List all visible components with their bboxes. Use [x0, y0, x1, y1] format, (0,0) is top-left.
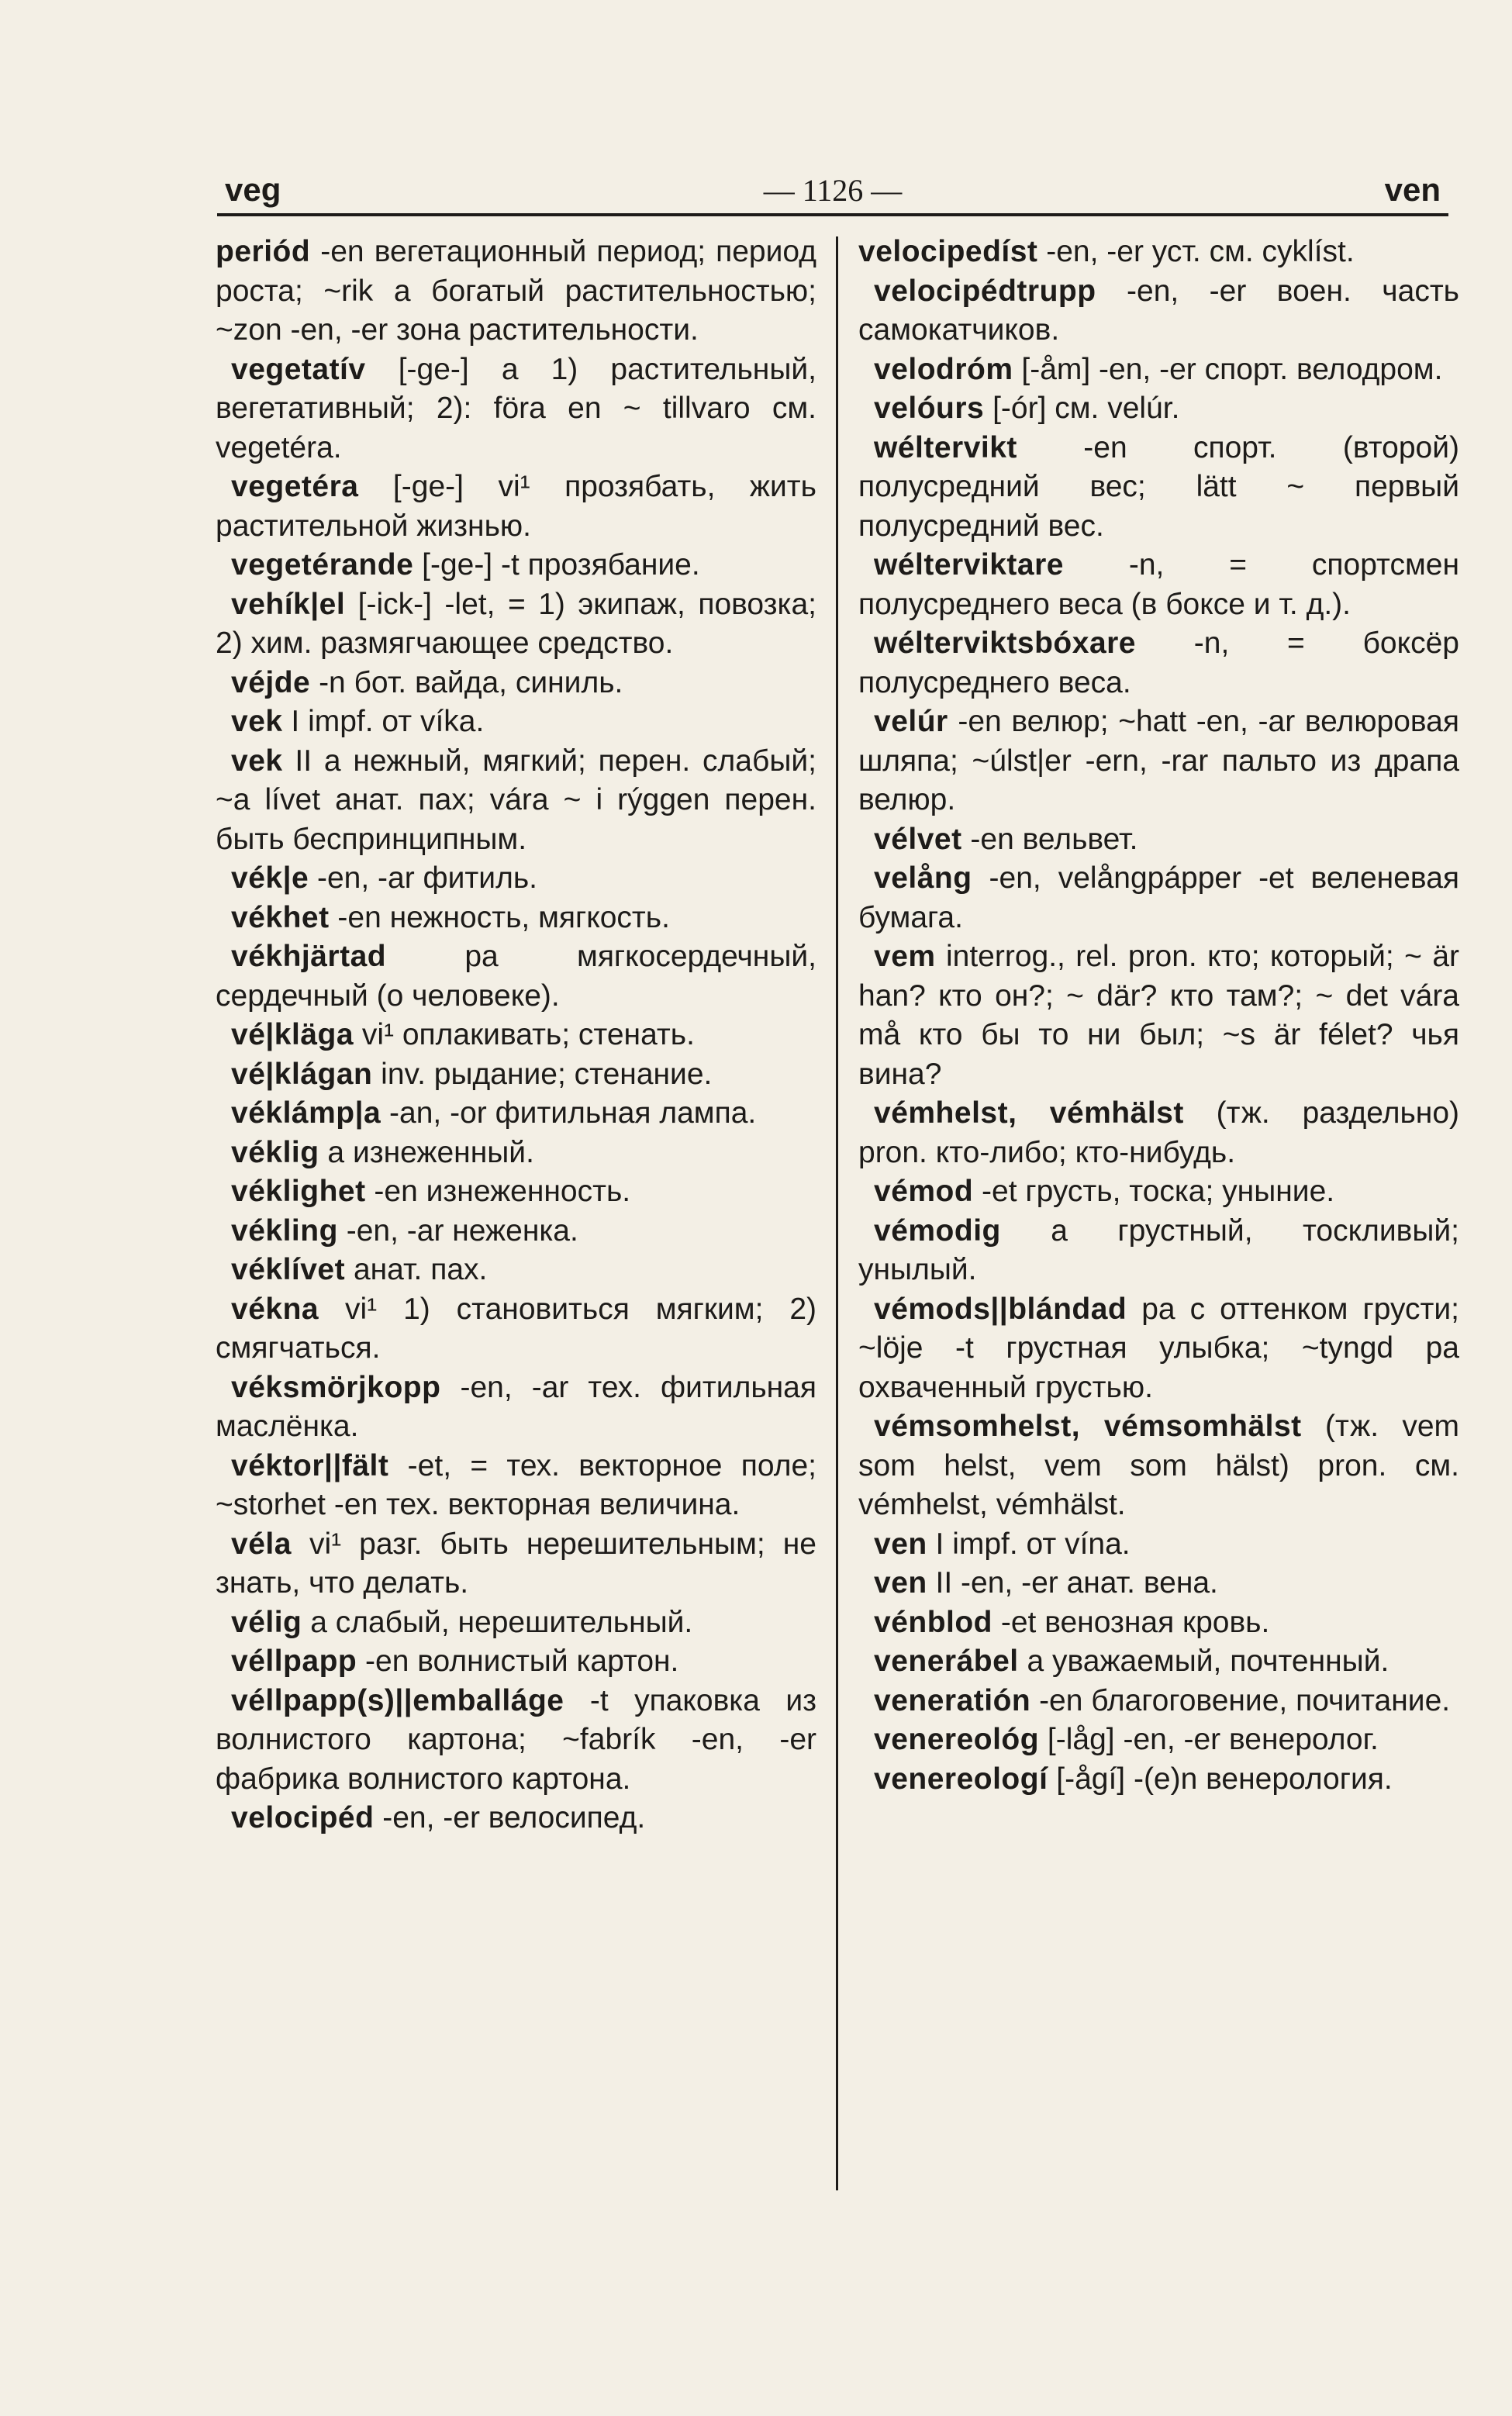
entry-headword: véklig	[231, 1135, 319, 1169]
entry-definition: [-ór] см. velúr.	[984, 392, 1180, 425]
entry-definition: -an, -or фитильная лампа.	[381, 1096, 757, 1130]
entry-headword: véllpapp(s)||emballáge	[231, 1683, 564, 1717]
entry-definition: -en, -er воен. часть самокатчиков.	[858, 274, 1459, 347]
entry-definition: a слабый, нерешительный.	[302, 1605, 693, 1639]
entry-definition: vi¹ разг. быть нерешительным; не знать, что делать.	[216, 1527, 816, 1600]
dictionary-entry	[216, 1134, 816, 1173]
dictionary-entry	[858, 1212, 1459, 1290]
entry-definition: -et грусть, тоска; уныние.	[973, 1175, 1335, 1208]
entry-headword: vémsomhelst, vémsomhälst	[874, 1410, 1302, 1443]
entry-headword: véklighet	[231, 1175, 366, 1208]
dictionary-entry	[216, 1799, 816, 1838]
entry-headword: vé|kläga	[231, 1018, 354, 1051]
dictionary-entry	[216, 1290, 816, 1368]
entry-headword: vénblod	[874, 1605, 993, 1639]
dictionary-entry	[216, 546, 816, 585]
dictionary-entry	[216, 1603, 816, 1643]
entry-definition: vi¹ 1) становиться мягким; 2) смягчаться.	[216, 1292, 816, 1365]
entry-headword: vélvet	[874, 822, 962, 856]
dictionary-entry	[858, 389, 1459, 429]
entry-headword: vem	[874, 940, 936, 973]
dictionary-entry	[216, 1525, 816, 1603]
entry-definition: -n, = спортсмен полусреднего веса (в боксе и т. д.).	[858, 548, 1459, 621]
entry-definition: a уважаемый, почтенный.	[1018, 1645, 1389, 1678]
entry-headword: véklámp|a	[231, 1096, 381, 1130]
entry-headword: ven	[874, 1566, 927, 1600]
entry-definition: a грустный, тоскливый; унылый.	[858, 1213, 1459, 1286]
entry-definition: pa мягкосердечный, сердечный (о человеке).	[216, 940, 816, 1013]
entry-definition: -en вегетационный период; период роста; ~rik a богатый растительностью; ~zon -en, -er зона растительности.	[216, 235, 816, 347]
entry-headword: velodróm	[874, 352, 1013, 386]
entry-definition: II a нежный, мягкий; перен. слабый; ~a lívet анат. пах; vára ~ i rýggen перен. быть беспринципным.	[216, 744, 816, 856]
left-column	[216, 233, 816, 1838]
entry-definition: -en, -er велосипед.	[374, 1801, 646, 1834]
entry-headword: vegetérande	[231, 548, 414, 582]
entry-headword: vékling	[231, 1213, 338, 1248]
entry-definition: -en благоговение, почитание.	[1030, 1683, 1451, 1717]
entry-headword: venereologí	[874, 1762, 1048, 1796]
entry-headword: velocipédtrupp	[874, 274, 1096, 308]
dictionary-entry	[216, 1172, 816, 1212]
entry-definition: -en изнеженность.	[365, 1175, 631, 1208]
entry-headword: vémhelst, vémhälst	[874, 1096, 1184, 1130]
entry-definition: -en волнистый картон.	[357, 1645, 679, 1678]
dictionary-entry	[216, 468, 816, 546]
entry-definition: -en, -ar неженка.	[337, 1213, 578, 1248]
entry-definition: inv. рыдание; стенание.	[372, 1057, 713, 1091]
dictionary-entry	[858, 546, 1459, 624]
dictionary-entry	[216, 1642, 816, 1682]
dictionary-entry	[216, 742, 816, 860]
entry-headword: vék|e	[231, 861, 309, 895]
entry-definition: -en спорт. (второй) полусредний вес; lätt ~ первый полусредний вес.	[858, 430, 1459, 543]
entry-headword: velóurs	[874, 392, 985, 425]
dictionary-entry	[216, 1212, 816, 1251]
entry-definition: -n бот. вайда, синиль.	[310, 665, 623, 699]
entry-definition: -et, = тех. векторное поле; ~storhet -en тех. векторная величина.	[216, 1448, 816, 1521]
dictionary-entry	[216, 1368, 816, 1447]
page-number: — 1126 —	[763, 173, 903, 208]
entry-definition: -en нежность, мягкость.	[329, 900, 670, 934]
dictionary-entry	[216, 1447, 816, 1525]
dictionary-entry	[216, 702, 816, 742]
dictionary-entry	[858, 937, 1459, 1094]
dictionary-entry	[216, 1055, 816, 1095]
entry-definition: pa с оттенком грусти; ~löje -t грустная улыбка; ~tyngd pa охваченный грустью.	[858, 1292, 1459, 1404]
dictionary-entry	[216, 585, 816, 664]
dictionary-entry	[858, 1094, 1459, 1172]
entry-definition: (тж. vem som helst, vem som hälst) pron. см. vémhelst, vémhälst.	[858, 1410, 1459, 1521]
right-column	[858, 233, 1459, 1799]
dictionary-entry	[858, 350, 1459, 390]
entry-headword: vémodig	[874, 1213, 1001, 1248]
dictionary-entry	[216, 1682, 816, 1800]
dictionary-entry	[858, 1603, 1459, 1643]
entry-definition: -en, -ar фитиль.	[309, 861, 537, 895]
entry-definition: [-ge-] vi¹ прозябать, жить растительной жизнью.	[216, 470, 816, 543]
entry-headword: vémod	[874, 1175, 974, 1208]
entry-headword: véla	[231, 1527, 292, 1561]
entry-headword: vékhjärtad	[231, 940, 387, 973]
dictionary-entry	[858, 1290, 1459, 1408]
entry-definition: -en велюр; ~hatt -en, -ar велюровая шляпа; ~úlst|er -ern, -rar пальто из драпа велюр.	[858, 705, 1459, 816]
entry-headword: vé|klágan	[231, 1057, 373, 1091]
entry-definition: [-åm] -en, -er спорт. велодром.	[1013, 352, 1443, 386]
entry-headword: vek	[231, 744, 283, 778]
dictionary-entry	[858, 1407, 1459, 1525]
dictionary-entry	[858, 1642, 1459, 1682]
dictionary-entry	[858, 1172, 1459, 1212]
entry-headword: vékhet	[231, 900, 330, 934]
dictionary-entry	[858, 1564, 1459, 1603]
entry-headword: velocipedíst	[858, 235, 1038, 268]
entry-headword: velúr	[874, 705, 948, 738]
dictionary-entry	[858, 1721, 1459, 1760]
entry-headword: vehík|el	[231, 587, 346, 621]
entry-headword: periód	[216, 235, 311, 268]
entry-definition: [-låg] -en, -er венеролог.	[1039, 1723, 1379, 1756]
entry-definition: -n, = боксёр полусреднего веса.	[858, 626, 1459, 699]
header-right-guideword: ven	[1384, 171, 1441, 208]
dictionary-entry	[858, 859, 1459, 937]
dictionary-entry	[216, 664, 816, 703]
dictionary-entry	[858, 820, 1459, 860]
header-left-guideword: veg	[225, 171, 281, 208]
entry-definition: -en, -er уст. см. cyklíst.	[1037, 235, 1355, 268]
entry-headword: velång	[874, 861, 972, 895]
entry-definition: [-ick-] -let, = 1) экипаж, повозка; 2) хим. размягчающее средство.	[216, 587, 816, 660]
entry-headword: velocipéd	[231, 1801, 375, 1834]
entry-headword: véklívet	[231, 1253, 346, 1286]
entry-headword: vékna	[231, 1292, 319, 1326]
entry-definition: -et венозная кровь.	[992, 1605, 1270, 1639]
column-divider	[836, 236, 838, 2190]
entry-headword: vegetatív	[231, 352, 366, 386]
entry-headword: véllpapp	[231, 1645, 357, 1678]
entry-headword: vegetéra	[231, 470, 359, 503]
entry-headword: ven	[874, 1527, 927, 1561]
dictionary-entry	[858, 1760, 1459, 1800]
dictionary-entry	[858, 702, 1459, 820]
entry-definition: a изнеженный.	[319, 1135, 534, 1169]
dictionary-entry	[858, 233, 1459, 272]
dictionary-entry	[858, 624, 1459, 702]
entry-headword: vémods||blándad	[874, 1292, 1127, 1326]
entry-definition: -t упаковка из волнистого картона; ~fabrík -en, -er фабрика волнистого картона.	[216, 1683, 816, 1796]
entry-headword: véktor||fält	[231, 1448, 389, 1482]
entry-headword: wéltervikt	[874, 430, 1017, 464]
entry-definition: [-ågí] -(e)n венерология.	[1048, 1762, 1393, 1796]
dictionary-entry	[858, 272, 1459, 350]
entry-headword: venerábel	[874, 1645, 1019, 1678]
entry-headword: venereológ	[874, 1723, 1040, 1756]
dictionary-entry	[216, 937, 816, 1016]
dictionary-entry	[858, 429, 1459, 547]
entry-definition: -en, velångpápper -et веленевая бумага.	[858, 861, 1459, 934]
dictionary-entry	[216, 1094, 816, 1134]
page-header	[217, 159, 1448, 216]
entry-headword: véjde	[231, 665, 311, 699]
entry-definition: [-ge-] a 1) растительный, вегетативный; 2): föra en ~ tillvaro см. vegetéra.	[216, 352, 816, 464]
entry-definition: I impf. от vína.	[927, 1527, 1131, 1561]
entry-definition: [-ge-] -t прозябание.	[413, 548, 700, 582]
entry-definition: interrog., rel. pron. кто; который; ~ är han? кто он?; ~ där? кто там?; ~ det vára må кто бы то ни был; ~s är félet? чья вина?	[858, 940, 1459, 1091]
entry-headword: vélig	[231, 1605, 302, 1639]
entry-definition: vi¹ оплакивать; стенать.	[354, 1018, 695, 1051]
entry-definition: (тж. раздельно) pron. кто-либо; кто-нибудь.	[858, 1096, 1459, 1169]
dictionary-entry	[216, 1016, 816, 1055]
entry-definition: анат. пах.	[345, 1253, 488, 1286]
entry-definition: -en, -ar тех. фитильная маслёнка.	[216, 1370, 816, 1443]
entry-definition: I impf. от víka.	[282, 705, 485, 738]
dictionary-entry	[858, 1525, 1459, 1565]
entry-definition: -en вельвет.	[961, 822, 1138, 856]
entry-headword: wélterviktsbóxare	[874, 626, 1137, 660]
dictionary-entry	[216, 1251, 816, 1290]
dictionary-entry	[216, 859, 816, 899]
dictionary-entry	[858, 1682, 1459, 1721]
dictionary-entry	[216, 350, 816, 468]
dictionary-entry	[216, 233, 816, 350]
entry-definition: II -en, -er анат. вена.	[927, 1566, 1218, 1600]
entry-headword: véksmörjkopp	[231, 1370, 441, 1404]
entry-headword: wélterviktare	[874, 548, 1064, 582]
entry-headword: veneratión	[874, 1683, 1031, 1717]
entry-headword: vek	[231, 705, 283, 738]
dictionary-entry	[216, 899, 816, 938]
